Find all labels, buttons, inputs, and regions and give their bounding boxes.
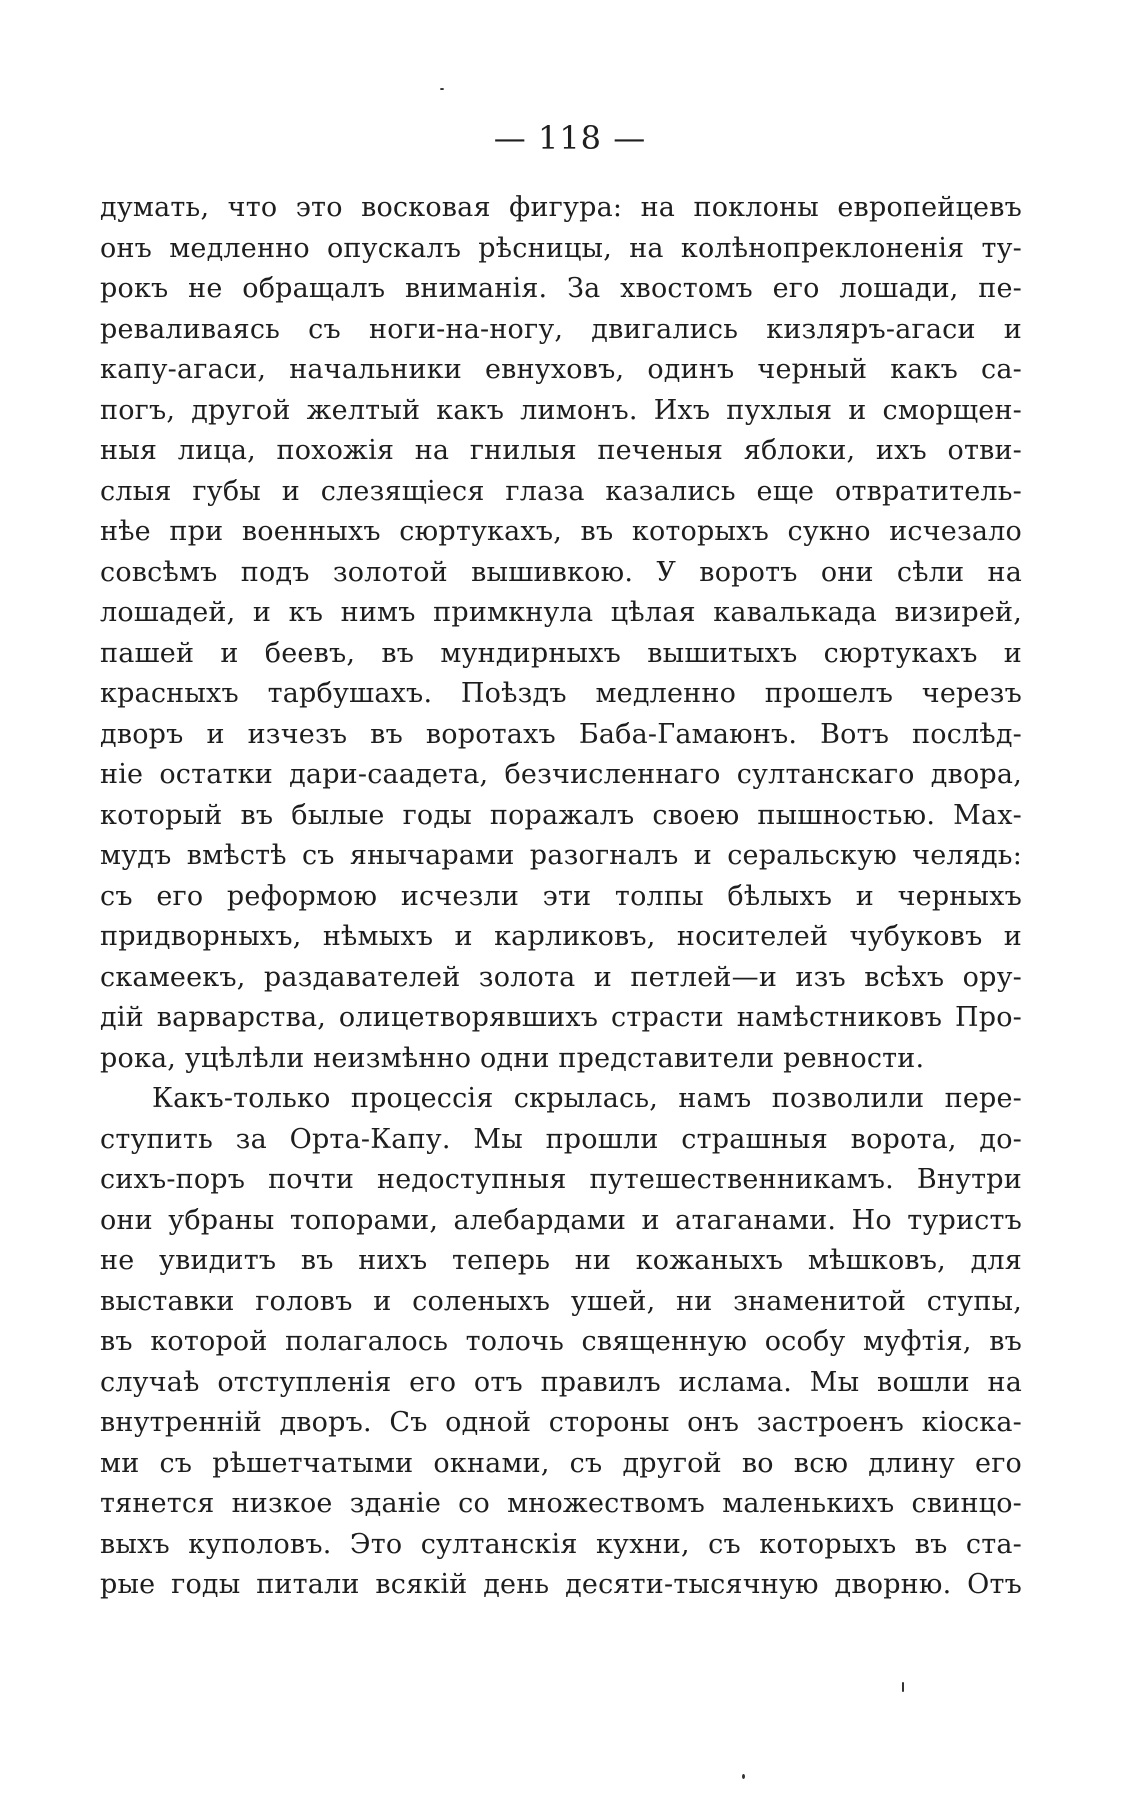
text-line: тянется низкое зданіе со множествомъ маленькихъ свинцо- — [100, 1488, 1022, 1519]
text-line: дій варварства, олицетворявшихъ страсти намѣстниковъ Про- — [100, 1002, 1022, 1033]
text-line: ныя лица, похожія на гнилыя печеныя яблоки, ихъ отви- — [100, 435, 1022, 466]
page-number: — 118 — — [493, 119, 647, 157]
text-line: капу-агаси, начальники евнуховъ, одинъ черный какъ са- — [100, 354, 1022, 385]
text-line: внутренній дворъ. Съ одной стороны онъ застроенъ кіоска- — [100, 1407, 1022, 1438]
text-line: нѣе при военныхъ сюртукахъ, въ которыхъ сукно исчезало — [100, 516, 1022, 547]
text-line: дворъ и изчезъ въ воротахъ Баба-Гамаюнъ. Вотъ послѣд- — [100, 718, 1022, 750]
text-line: съ его реформою исчезли эти толпы бѣлыхъ и черныхъ — [100, 880, 1022, 912]
text-line: красныхъ тарбушахъ. Поѣздъ медленно прошелъ черезъ — [100, 678, 1022, 709]
body-text — [100, 188, 1022, 1606]
scan-speck — [902, 1682, 904, 1692]
scan-speck — [742, 1774, 745, 1779]
text-line: случаѣ отступленія его отъ правилъ ислама. Мы вошли на — [100, 1366, 1022, 1398]
text-line: скамеекъ, раздавателей золота и петлей—и изъ всѣхъ ору- — [100, 961, 1022, 993]
text-line: реваливаясь съ ноги-на-ногу, двигались кизляръ-агаси и — [100, 313, 1022, 345]
text-line: сихъ-поръ почти недоступныя путешественникамъ. Внутри — [100, 1164, 1022, 1195]
paragraph-2 — [100, 1079, 1022, 1606]
text-line: Какъ-только процессія скрылась, намъ позволили пере- — [152, 1083, 1022, 1114]
text-line: выхъ куполовъ. Это султанскія кухни, съ которыхъ въ ста- — [100, 1528, 1022, 1560]
text-line: погъ, другой желтый какъ лимонъ. Ихъ пухлыя и сморщен- — [100, 394, 1022, 426]
scan-speck — [440, 88, 444, 90]
text-line: рокъ не обращалъ вниманія. За хвостомъ его лошади, пе- — [100, 273, 1022, 304]
text-line: они убраны топорами, алебардами и атаганами. Но туристъ — [100, 1204, 1022, 1236]
text-line: ми съ рѣшетчатыми окнами, съ другой во всю длину его — [100, 1447, 1022, 1479]
text-line: лошадей, и къ нимъ примкнула цѣлая кавалькада визирей, — [100, 597, 1022, 628]
text-line: рые годы питали всякій день десяти-тысячную дворню. Отъ — [100, 1569, 1022, 1600]
text-line: въ которой полагалось толочь священную особу муфтія, въ — [100, 1326, 1022, 1357]
text-line: ступить за Орта-Капу. Мы прошли страшныя ворота, до- — [100, 1123, 1022, 1155]
text-line: пашей и беевъ, въ мундирныхъ вышитыхъ сюртукахъ и — [100, 637, 1022, 669]
text-line: слыя губы и слезящіеся глаза казались еще отвратитель- — [100, 475, 1022, 507]
text-line: онъ медленно опускалъ рѣсницы, на колѣнопреклоненія ту- — [100, 232, 1022, 264]
text-line: рока, уцѣлѣли неизмѣнно одни представители ревности. — [100, 1042, 925, 1074]
text-line: думать, что это восковая фигура: на поклоны европейцевъ — [100, 192, 1022, 223]
text-line: выставки головъ и соленыхъ ушей, ни знаменитой ступы, — [100, 1285, 1022, 1317]
text-line: который въ былые годы поражалъ своею пышностью. Мах- — [100, 799, 1022, 831]
text-line: придворныхъ, нѣмыхъ и карликовъ, носителей чубуковъ и — [100, 921, 1022, 952]
text-line: не увидитъ въ нихъ теперь ни кожаныхъ мѣшковъ, для — [100, 1245, 1022, 1276]
text-line: ніе остатки дари-саадета, безчисленнаго султанскаго двора, — [100, 759, 1022, 790]
text-line: совсѣмъ подъ золотой вышивкою. У воротъ они сѣли на — [100, 556, 1022, 588]
text-line: мудъ вмѣстѣ съ янычарами разогналъ и серальскую челядь: — [100, 840, 1022, 871]
paragraph-1 — [100, 188, 1022, 1079]
